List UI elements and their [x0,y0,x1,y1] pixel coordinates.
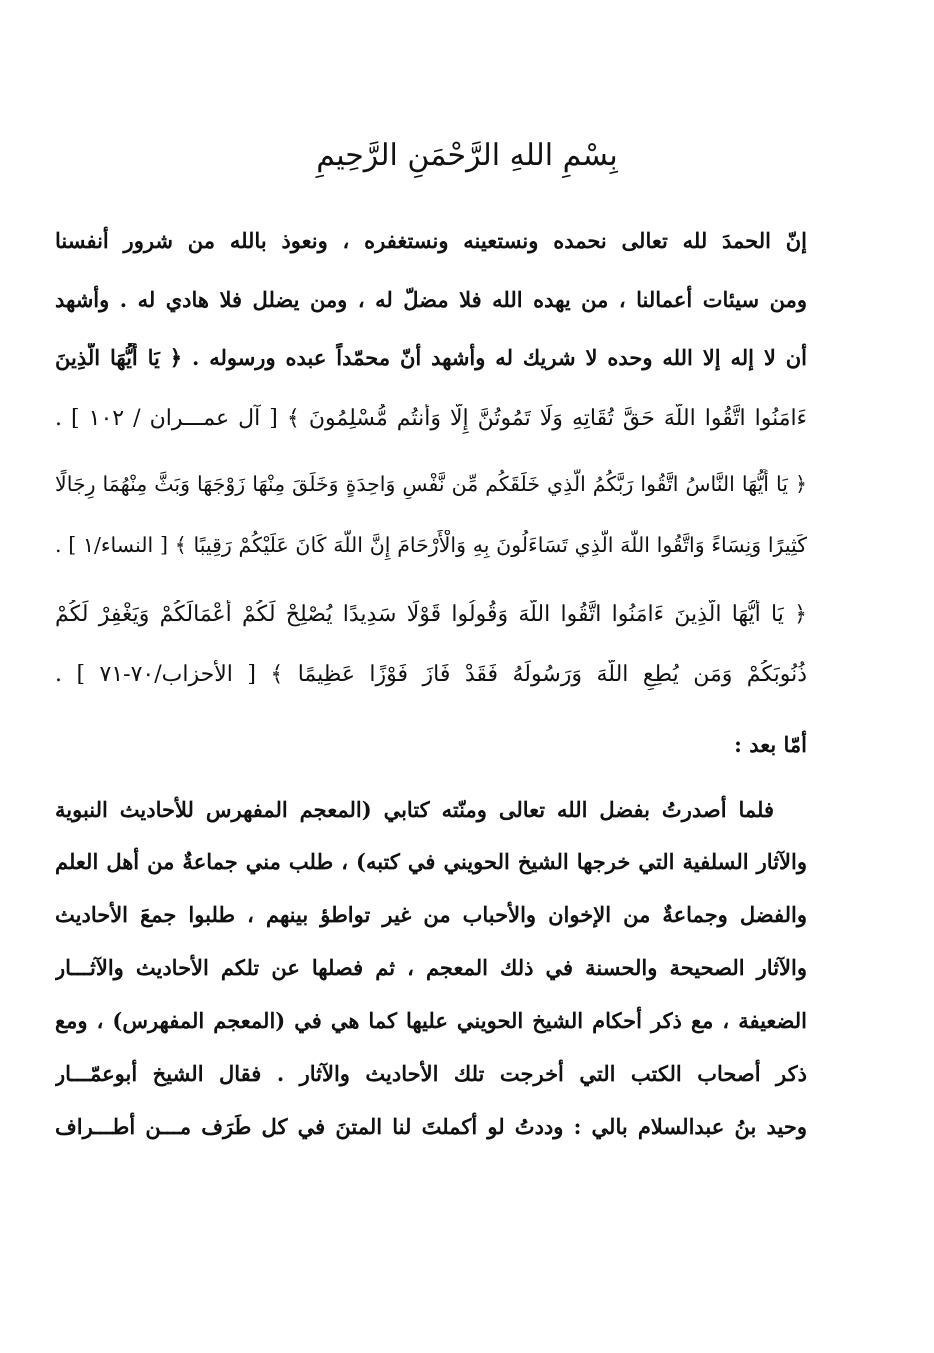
verse-line-1: ءَامَنُوا اتَّقُوا اللَّهَ حَقَّ تُقَاتِهِ وَلَا تَمُوتُنَّ إِلَّا وَأَنتُم مُّسْلِمُونَ ﴾ [ آل عمـــران / ١٠٢ ] . [55,406,807,431]
body-line-1: فلما أصدرتُ بفضل الله تعالى ومنّته كتابي (المعجم المفهرس للأحاديث النبوية [55,797,774,822]
verse-line-2: ﴿ يَا أَيُّهَا النَّاسُ اتَّقُوا رَبَّكُمُ الَّذِي خَلَقَكُم مِّن نَّفْسٍ وَاحِدَةٍ وَخَلَقَ مِنْهَا زَوْجَهَا وَبَثَّ مِنْهُمَا رِجَالًا [55,472,807,496]
verse-line-3: كَثِيرًا وَنِسَاءً وَاتَّقُوا اللَّهَ الَّذِي تَسَاءَلُونَ بِهِ وَالْأَرْحَامَ إِنَّ اللَّهَ كَانَ عَلَيْكُمْ رَقِيبًا ﴾ [ النساء/١ ] . [55,533,807,557]
intro-line-2: ومن سيئات أعمالنا ، من يهده الله فلا مضلّ له ، ومن يضلل فلا هادي له . وأشهد [55,287,807,312]
body-line-4: والآثار الصحيحة والحسنة في ذلك المعجم ، ثم فصلها عن تلكم الأحاديث والآثـــار [55,955,807,980]
body-line-5: الضعيفة ، مع ذكر أحكام الشيخ الحويني عليها كما هي في (المعجم المفهرس) ، ومع [55,1008,807,1033]
body-line-7: وحيد بنُ عبدالسلام بالي : وددتُ لو أكملتَ لنا المتنَ في كل طَرَف مـــن أطـــراف [55,1114,807,1139]
verse-line-4: ﴿ يَا أَيُّهَا الَّذِينَ ءَامَنُوا اتَّقُوا اللَّهَ وَقُولُوا قَوْلًا سَدِيدًا يُصْلِحْ لَكُمْ أَعْمَالَكُمْ وَيَغْفِرْ لَكُمْ [55,602,807,627]
body-line-3: والفضل وجماعةٌ من الإخوان والأحباب من غير تواطؤ بينهم ، طلبوا جمعَ الأحاديث [55,902,807,927]
amma-baad-heading: أمّا بعد : [734,732,807,757]
intro-line-3: أن لا إله إلا الله وحده لا شريك له وأشهد أنّ محمّداً عبده ورسوله . ﴿ يَا أَيُّهَا الَّذِينَ [55,345,807,370]
body-line-6: ذكر أصحاب الكتب التي أخرجت تلك الأحاديث والآثار . فقال الشيخ أبوعمّـــار [55,1061,807,1086]
intro-line-1: إنّ الحمدَ لله تعالى نحمده ونستعينه ونستغفره ، ونعوذ بالله من شرور أنفسنا [55,228,807,253]
body-line-2: والآثار السلفية التي خرجها الشيخ الحويني في كتبه) ، طلب مني جماعةٌ من أهل العلم [55,849,807,874]
verse-line-5: ذُنُوبَكُمْ وَمَن يُطِعِ اللَّهَ وَرَسُولَهُ فَقَدْ فَازَ فَوْزًا عَظِيمًا ﴾ [ الأحزاب/٧٠-٧١ ] . [55,662,807,687]
basmala-heading: بِسْمِ اللهِ الرَّحْمَنِ الرَّحِيمِ [316,138,618,173]
